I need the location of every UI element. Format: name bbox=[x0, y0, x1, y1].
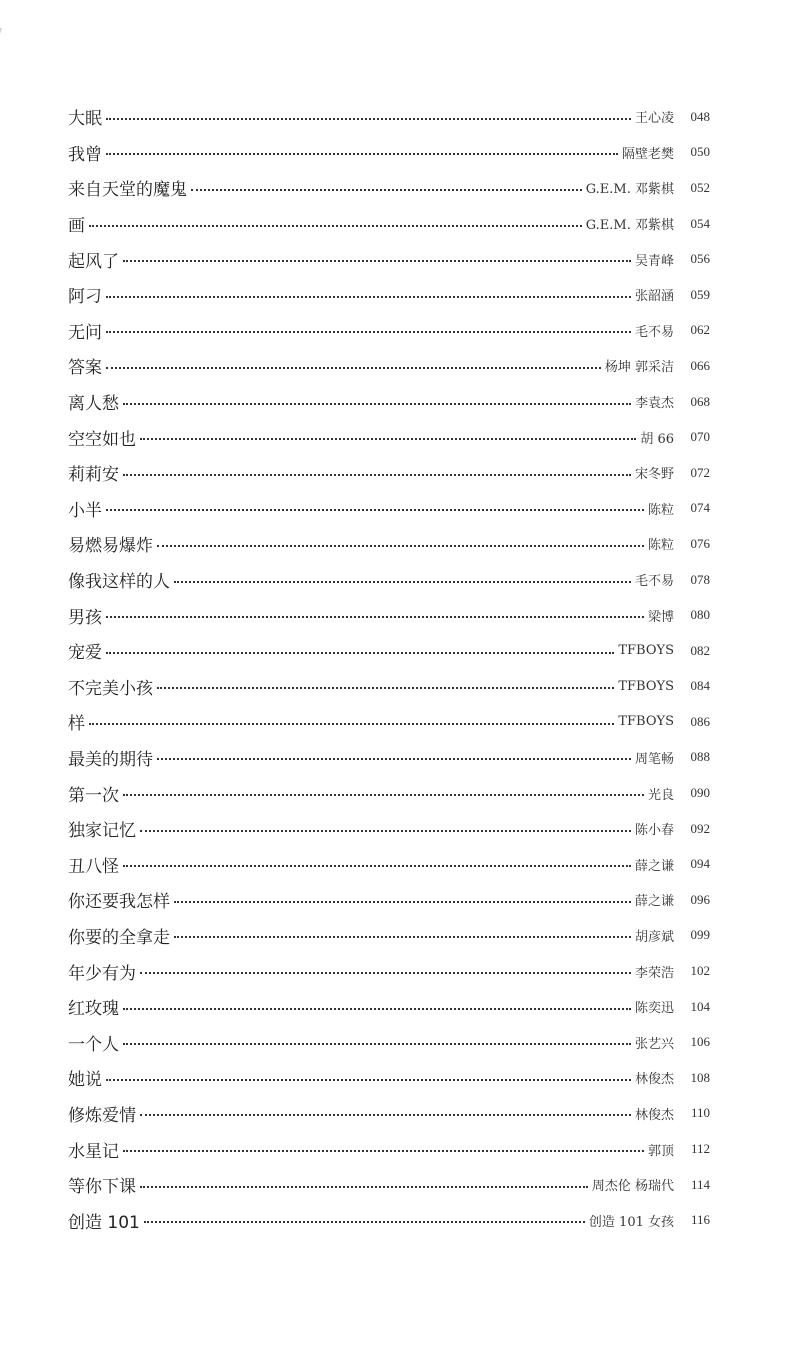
dot-leader bbox=[144, 1221, 585, 1223]
song-title: 最美的期待 bbox=[68, 749, 153, 770]
song-title: 易燃易爆炸 bbox=[68, 536, 153, 557]
dot-leader bbox=[174, 936, 631, 938]
dot-leader bbox=[123, 865, 631, 867]
artist-name: 胡彦斌 bbox=[634, 929, 674, 945]
toc-entry bbox=[68, 740, 710, 776]
page-number: 068 bbox=[690, 393, 710, 409]
song-title: 修炼爱情 bbox=[68, 1105, 136, 1126]
page-number: 048 bbox=[690, 108, 710, 124]
toc-entry bbox=[68, 455, 710, 491]
artist-name: 杨坤 郭采洁 bbox=[604, 360, 674, 376]
dot-leader bbox=[106, 367, 601, 369]
song-title: 像我这样的人 bbox=[68, 572, 170, 593]
page-number: 116 bbox=[690, 1212, 710, 1228]
table-of-contents bbox=[68, 99, 710, 1238]
page-number: 054 bbox=[690, 215, 710, 231]
song-title: 你要的全拿走 bbox=[68, 927, 170, 948]
page-number: 082 bbox=[690, 642, 710, 658]
artist-name: 宋冬野 bbox=[634, 467, 674, 483]
toc-entry bbox=[68, 704, 710, 740]
dot-leader bbox=[106, 652, 614, 654]
artist-name: 郭顶 bbox=[647, 1143, 674, 1159]
song-title: 莉莉安 bbox=[68, 465, 119, 486]
toc-entry bbox=[68, 562, 710, 598]
artist-name: 林俊杰 bbox=[634, 1072, 674, 1088]
song-title: 我曾 bbox=[68, 144, 102, 165]
toc-entry bbox=[68, 348, 710, 384]
toc-entry bbox=[68, 526, 710, 562]
corner-mark bbox=[0, 28, 6, 54]
toc-entry bbox=[68, 1202, 710, 1238]
song-title: 宠爱 bbox=[68, 643, 102, 664]
toc-entry bbox=[68, 953, 710, 989]
artist-name: 梁博 bbox=[647, 609, 674, 625]
artist-name: 陈奕迅 bbox=[634, 1001, 674, 1017]
song-title: 红玫瑰 bbox=[68, 999, 119, 1020]
dot-leader bbox=[123, 1150, 644, 1152]
dot-leader bbox=[174, 581, 631, 583]
artist-name: 毛不易 bbox=[634, 324, 674, 340]
toc-entry bbox=[68, 1060, 710, 1096]
dot-leader bbox=[123, 1008, 631, 1010]
toc-entry bbox=[68, 918, 710, 954]
page-number: 070 bbox=[690, 429, 710, 445]
song-title: 画 bbox=[68, 216, 85, 237]
page-number: 102 bbox=[690, 963, 710, 979]
page-number: 052 bbox=[690, 179, 710, 195]
page-number: 088 bbox=[690, 749, 710, 765]
dot-leader bbox=[123, 260, 631, 262]
page-number: 099 bbox=[690, 927, 710, 943]
song-title: 男孩 bbox=[68, 607, 102, 628]
artist-name: G.E.M. 邓紫棋 bbox=[585, 218, 674, 234]
song-title: 水星记 bbox=[68, 1141, 119, 1162]
toc-entry bbox=[68, 1131, 710, 1167]
song-title: 第一次 bbox=[68, 785, 119, 806]
song-title: 年少有为 bbox=[68, 963, 136, 984]
artist-name: 张韶涵 bbox=[634, 289, 674, 305]
dot-leader bbox=[123, 1043, 631, 1045]
dot-leader bbox=[140, 830, 631, 832]
dot-leader bbox=[89, 225, 582, 227]
toc-entry bbox=[68, 775, 710, 811]
dot-leader bbox=[123, 474, 631, 476]
dot-leader bbox=[123, 403, 631, 405]
song-title: 无问 bbox=[68, 322, 102, 343]
toc-entry bbox=[68, 1024, 710, 1060]
toc-entry bbox=[68, 384, 710, 420]
toc-entry bbox=[68, 989, 710, 1025]
artist-name: 陈粒 bbox=[647, 538, 674, 554]
dot-leader bbox=[157, 758, 631, 760]
artist-name: 陈小春 bbox=[634, 823, 674, 839]
dot-leader bbox=[140, 1186, 588, 1188]
page-number: 106 bbox=[690, 1034, 710, 1050]
artist-name: 胡 66 bbox=[640, 431, 674, 447]
artist-name: 吴青峰 bbox=[634, 253, 674, 269]
toc-entry bbox=[68, 1167, 710, 1203]
toc-entry bbox=[68, 633, 710, 669]
artist-name: 隔壁老樊 bbox=[621, 146, 674, 162]
song-title: 独家记忆 bbox=[68, 821, 136, 842]
song-title: 空空如也 bbox=[68, 429, 136, 450]
page-number: 114 bbox=[690, 1176, 710, 1192]
page-number: 072 bbox=[690, 464, 710, 480]
toc-entry bbox=[68, 99, 710, 135]
artist-name: TFBOYS bbox=[618, 714, 674, 730]
page-number: 050 bbox=[690, 144, 710, 160]
page-number: 096 bbox=[690, 891, 710, 907]
dot-leader bbox=[106, 1079, 631, 1081]
song-title: 你还要我怎样 bbox=[68, 892, 170, 913]
artist-name: 毛不易 bbox=[634, 574, 674, 590]
artist-name: 光良 bbox=[647, 787, 674, 803]
dot-leader bbox=[140, 438, 636, 440]
page-number: 080 bbox=[690, 607, 710, 623]
song-title: 离人愁 bbox=[68, 394, 119, 415]
toc-entry bbox=[68, 1096, 710, 1132]
page-number: 074 bbox=[690, 500, 710, 516]
dot-leader bbox=[140, 1114, 631, 1116]
song-title: 小半 bbox=[68, 500, 102, 521]
toc-entry bbox=[68, 669, 710, 705]
artist-name: 陈粒 bbox=[647, 502, 674, 518]
song-title: 阿刁 bbox=[68, 287, 102, 308]
dot-leader bbox=[191, 189, 582, 191]
artist-name: 林俊杰 bbox=[634, 1107, 674, 1123]
song-title: 大眠 bbox=[68, 109, 102, 130]
page-number: 112 bbox=[690, 1141, 710, 1157]
song-title: 她说 bbox=[68, 1070, 102, 1091]
toc-entry bbox=[68, 419, 710, 455]
toc-entry bbox=[68, 597, 710, 633]
song-title: 起风了 bbox=[68, 251, 119, 272]
page-number: 104 bbox=[690, 998, 710, 1014]
toc-entry bbox=[68, 313, 710, 349]
song-title: 一个人 bbox=[68, 1034, 119, 1055]
dot-leader bbox=[140, 972, 631, 974]
toc-entry bbox=[68, 206, 710, 242]
page-number: 066 bbox=[690, 357, 710, 373]
artist-name: 周杰伦 杨瑞代 bbox=[591, 1179, 674, 1195]
toc-entry bbox=[68, 241, 710, 277]
dot-leader bbox=[157, 545, 644, 547]
toc-entry bbox=[68, 882, 710, 918]
dot-leader bbox=[174, 901, 631, 903]
dot-leader bbox=[106, 616, 644, 618]
page-number: 108 bbox=[690, 1069, 710, 1085]
artist-name: TFBOYS bbox=[618, 643, 674, 659]
song-title: 答案 bbox=[68, 358, 102, 379]
toc-entry bbox=[68, 491, 710, 527]
toc-entry bbox=[68, 135, 710, 171]
artist-name: 创造 101 女孩 bbox=[588, 1214, 674, 1230]
dot-leader bbox=[157, 687, 614, 689]
song-title: 丑八怪 bbox=[68, 856, 119, 877]
page-number: 059 bbox=[690, 286, 710, 302]
dot-leader bbox=[106, 509, 644, 511]
song-title: 样 bbox=[68, 714, 85, 735]
dot-leader bbox=[89, 723, 614, 725]
dot-leader bbox=[106, 153, 618, 155]
artist-name: 薛之谦 bbox=[634, 894, 674, 910]
artist-name: 薛之谦 bbox=[634, 858, 674, 874]
artist-name: TFBOYS bbox=[618, 678, 674, 694]
song-title: 创造 101 bbox=[68, 1212, 140, 1233]
page-number: 056 bbox=[690, 251, 710, 267]
page-number: 110 bbox=[690, 1105, 710, 1121]
artist-name: 王心凌 bbox=[634, 111, 674, 127]
page-number: 078 bbox=[690, 571, 710, 587]
dot-leader bbox=[123, 794, 644, 796]
artist-name: G.E.M. 邓紫棋 bbox=[585, 182, 674, 198]
dot-leader bbox=[106, 331, 631, 333]
page-number: 062 bbox=[690, 322, 710, 338]
toc-entry bbox=[68, 170, 710, 206]
song-title: 等你下课 bbox=[68, 1177, 136, 1198]
song-title: 不完美小孩 bbox=[68, 678, 153, 699]
dot-leader bbox=[106, 296, 631, 298]
toc-entry bbox=[68, 846, 710, 882]
artist-name: 李荣浩 bbox=[634, 965, 674, 981]
toc-entry bbox=[68, 811, 710, 847]
artist-name: 李袁杰 bbox=[634, 396, 674, 412]
dot-leader bbox=[106, 118, 631, 120]
page-number: 090 bbox=[690, 785, 710, 801]
page-number: 076 bbox=[690, 535, 710, 551]
toc-entry bbox=[68, 277, 710, 313]
artist-name: 张艺兴 bbox=[634, 1036, 674, 1052]
artist-name: 周笔畅 bbox=[634, 751, 674, 767]
page-number: 086 bbox=[690, 713, 710, 729]
page-number: 094 bbox=[690, 856, 710, 872]
page-number: 084 bbox=[690, 678, 710, 694]
song-title: 来自天堂的魔鬼 bbox=[68, 180, 187, 201]
page-number: 092 bbox=[690, 820, 710, 836]
